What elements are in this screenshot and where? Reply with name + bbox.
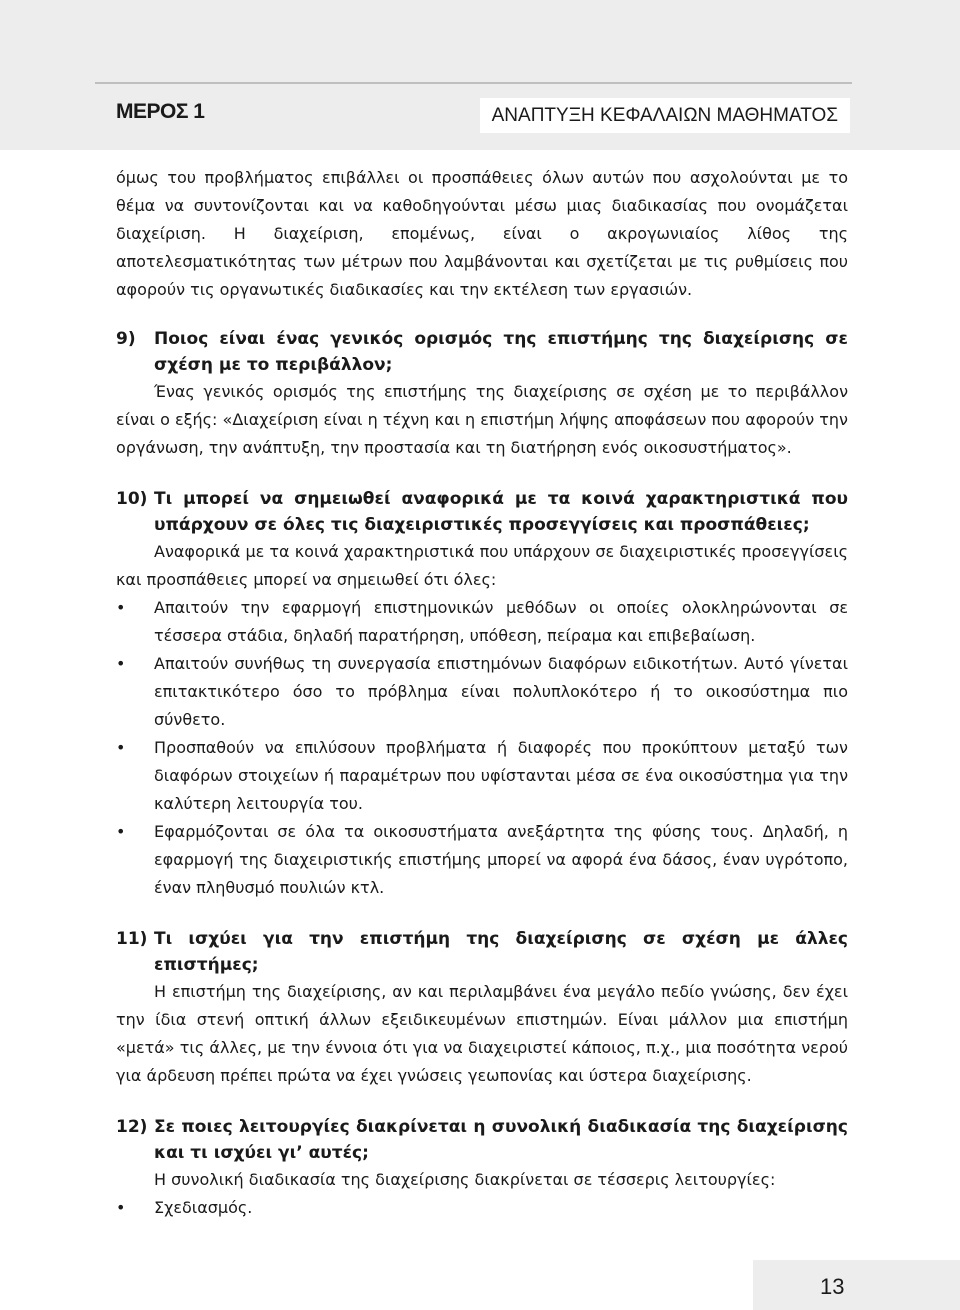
bullet-text: Σχεδιασμός.	[154, 1198, 253, 1217]
answer-paragraph: Αναφορικά με τα κοινά χαρακτηριστικά που υπάρχουν σε διαχειριστικές προσεγγίσεις και προσπάθειες μπορεί να σημειωθεί ότι όλες:	[116, 542, 848, 589]
list-item	[116, 818, 848, 902]
bullet-list	[116, 594, 848, 902]
bullet-text: Απαιτούν την εφαρμογή επιστημονικών μεθόδων οι οποίες ολοκληρώνονται σε τέσσερα στάδια, δηλαδή παρατήρηση, υπόθεση, πείραμα και επιβεβαίωση.	[154, 598, 848, 645]
question-title: Τι μπορεί να σημειωθεί αναφορικά με τα κοινά χαρακτηριστικά που υπάρχουν σε όλες τις διαχειριστικές προσεγγίσεις και προσπάθειες;	[154, 489, 848, 535]
intro-paragraph: όμως του προβλήματος επιβάλλει οι προσπάθειες όλων αυτών που ασχολούνται με το θέμα να συντονίζονται και να καθοδηγούνται μέσω μιας διαδικασίας που ονομάζεται διαχείριση. Η διαχείριση, επομένως, είναι ο ακρογωνιαίος λίθος της αποτελεσματικότητας των μέτρων που λαμβάνονται και σχετίζεται με τις ρυθμίσεις που αφορούν τις οργανωτικές διαδικασίες και την εκτέλεση των εργασιών.	[116, 168, 848, 299]
question-number: 10)	[116, 489, 148, 509]
question-heading	[116, 326, 848, 378]
chapter-label: ΑΝΑΠΤΥΞΗ ΚΕΦΑΛΑΙΩΝ ΜΑΘΗΜΑΤΟΣ	[480, 98, 850, 133]
question-number: 12)	[116, 1117, 148, 1137]
bullet-icon: •	[116, 1198, 126, 1217]
bullet-icon: •	[116, 654, 126, 673]
bullet-icon: •	[116, 822, 126, 841]
question-heading	[116, 1114, 848, 1166]
answer-paragraph: Η επιστήμη της διαχείρισης, αν και περιλαμβάνει ένα μεγάλο πεδίο γνώσης, δεν έχει την ίδια στενή οπτική άλλων εξειδικευμένων επιστημών. Είναι μάλλον μια επιστήμη «μετά» τις άλλες, με την έννοια ότι για να διαχειριστεί κάποιος, π.χ., μια ποσότητα νερού για άρδευση πρέπει πρώτα να έχει γνώσεις γεωπονίας και ύστερα διαχείρισης.	[116, 982, 848, 1085]
bullet-list	[116, 1194, 848, 1222]
answer-paragraph: Η συνολική διαδικασία της διαχείρισης διακρίνεται σε τέσσερις λειτουργίες:	[154, 1170, 776, 1189]
question-heading	[116, 486, 848, 538]
bullet-text: Προσπαθούν να επιλύσουν προβλήματα ή διαφορές που προκύπτουν μεταξύ των διαφόρων στοιχείων ή παραμέτρων που υφίστανται μέσα σε ένα οικοσύστημα για την καλύτερη λειτουργία του.	[154, 738, 848, 813]
question-number: 9)	[116, 329, 136, 349]
page-body	[116, 164, 848, 1222]
list-item	[116, 734, 848, 818]
bullet-text: Απαιτούν συνήθως τη συνεργασία επιστημόνων διαφόρων ειδικοτήτων. Αυτό γίνεται επιτακτικότερο όσο το πρόβλημα είναι πολυπλοκότερο ή το οικοσύστημα πιο σύνθετο.	[154, 654, 848, 729]
list-item	[116, 594, 848, 650]
question-title: Τι ισχύει για την επιστήμη της διαχείρισης σε σχέση με άλλες επιστήμες;	[154, 929, 848, 975]
answer-paragraph: Ένας γενικός ορισμός της επιστήμης της διαχείρισης σε σχέση με το περιβάλλον είναι ο εξής: «Διαχείριση είναι η τέχνη και η επιστήμη λήψης αποφάσεων που αφορούν την οργάνωση, την ανάπτυξη, την προστασία και τη διατήρηση ενός οικοσυστήματος».	[116, 382, 848, 457]
question-title: Ποιος είναι ένας γενικός ορισμός της επιστήμης της διαχείρισης σε σχέση με το περιβάλλον;	[154, 329, 848, 375]
part-label: ΜΕΡΟΣ 1	[116, 100, 205, 123]
page-number-tab	[753, 1260, 960, 1310]
page-number: 13	[820, 1274, 845, 1299]
question-title: Σε ποιες λειτουργίες διακρίνεται η συνολική διαδικασία της διαχείρισης και τι ισχύει γι’ αυτές;	[154, 1117, 848, 1163]
list-item	[116, 1194, 848, 1222]
bullet-icon: •	[116, 738, 126, 757]
list-item	[116, 650, 848, 734]
bullet-icon: •	[116, 598, 126, 617]
bullet-text: Εφαρμόζονται σε όλα τα οικοσυστήματα ανεξάρτητα της φύσης τους. Δηλαδή, η εφαρμογή της διαχειριστικής επιστήμης μπορεί να αφορά ένα δάσος, έναν υγρότοπο, έναν πληθυσμό πουλιών κτλ.	[154, 822, 848, 897]
question-heading	[116, 926, 848, 978]
question-number: 11)	[116, 929, 148, 949]
header-divider	[95, 82, 852, 84]
